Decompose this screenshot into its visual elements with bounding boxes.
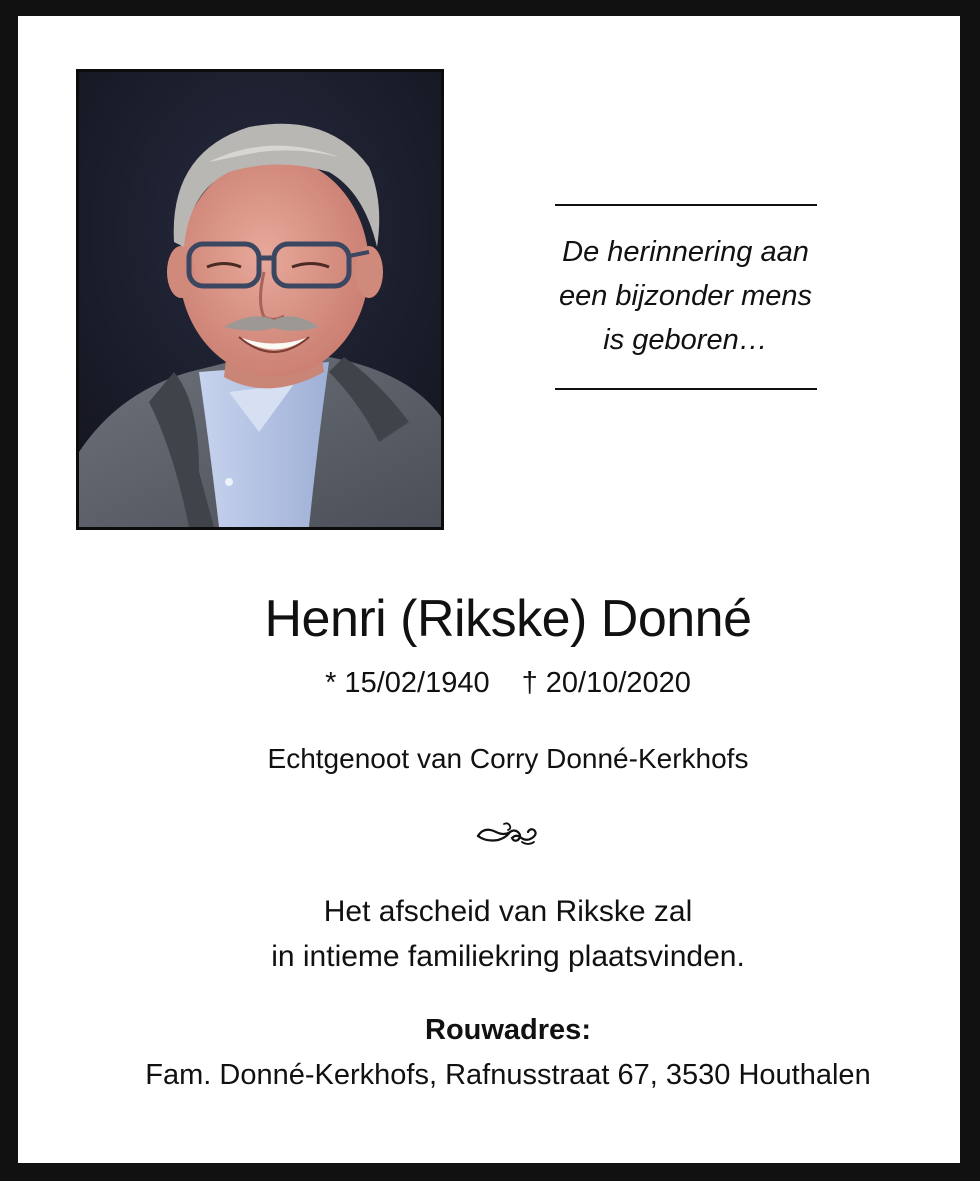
quote-bottom-rule xyxy=(555,388,817,390)
quote-line: De herinnering aan xyxy=(562,236,809,268)
portrait-illustration xyxy=(79,72,441,527)
farewell-line: in intieme familiekring plaatsvinden. xyxy=(271,940,745,973)
quote-line: is geboren… xyxy=(603,324,768,356)
farewell-line: Het afscheid van Rikske zal xyxy=(323,895,693,928)
quote-block xyxy=(538,204,833,390)
life-dates xyxy=(18,664,980,702)
farewell-message xyxy=(18,889,980,979)
address-label: Rouwadres: xyxy=(425,1014,591,1046)
spouse-line: Echtgenoot van Corry Donné-Kerkhofs xyxy=(267,743,749,774)
flourish-ornament-icon xyxy=(474,820,544,848)
birth-date: * 15/02/1940 xyxy=(325,667,490,699)
deceased-name: Henri (Rikske) Donné xyxy=(264,590,752,648)
portrait-photo xyxy=(76,69,444,530)
memorial-quote xyxy=(538,206,833,388)
quote-line: een bijzonder mens xyxy=(558,280,813,312)
mourning-address: Fam. Donné-Kerkhofs, Rafnusstraat 67, 3530 Houthalen xyxy=(145,1059,871,1091)
death-date: † 20/10/2020 xyxy=(521,667,691,699)
